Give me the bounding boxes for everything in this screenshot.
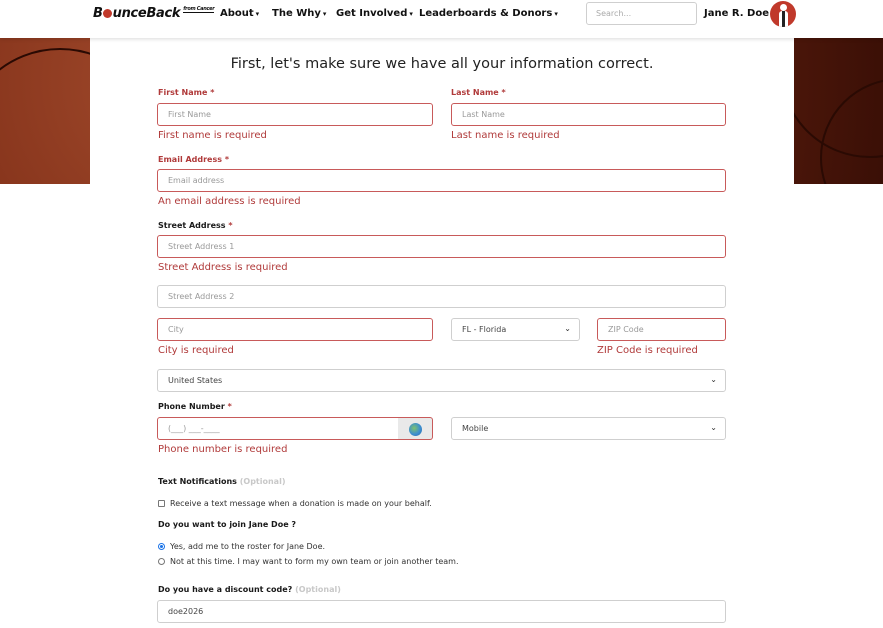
globe-icon (409, 423, 422, 436)
avatar-stripe (782, 11, 785, 27)
discount-code-input[interactable]: doe2026 (157, 600, 726, 623)
street-address-label: Street Address * (158, 221, 233, 230)
join-no-radio[interactable]: Not at this time. I may want to form my own team or join another team. (158, 557, 459, 566)
caret-down-icon: ▾ (409, 10, 413, 18)
chevron-down-icon: ⌄ (710, 375, 717, 384)
phone-type-select[interactable]: Mobile ⌄ (451, 417, 726, 440)
city-input[interactable]: City (157, 318, 433, 341)
search-input[interactable]: Search... (586, 2, 697, 25)
phone-label: Phone Number * (158, 402, 232, 411)
first-name-error: First name is required (158, 130, 267, 141)
country-code-button[interactable] (398, 417, 433, 440)
street-address-2-input[interactable]: Street Address 2 (157, 285, 726, 308)
discount-code-label: Do you have a discount code? (Optional) (158, 585, 341, 594)
phone-input[interactable]: (___) ___-____ (157, 417, 399, 440)
country-select[interactable]: United States ⌄ (157, 369, 726, 392)
caret-down-icon: ▾ (554, 10, 558, 18)
city-error: City is required (158, 345, 234, 356)
zip-error: ZIP Code is required (597, 345, 698, 356)
text-notifications-label: Text Notifications (Optional) (158, 477, 286, 486)
join-team-label: Do you want to join Jane Doe ? (158, 520, 297, 529)
top-nav (0, 0, 883, 38)
caret-down-icon: ▾ (322, 10, 327, 18)
nav-leaderboards-donors[interactable]: Leaderboards & Donors ▾ (419, 8, 558, 19)
caret-down-icon: ▾ (255, 10, 260, 18)
nav-the-why[interactable]: The Why ▾ (272, 8, 327, 19)
street-address-1-input[interactable]: Street Address 1 (157, 235, 726, 258)
radio-selected-icon[interactable] (158, 543, 165, 550)
last-name-label: Last Name * (451, 88, 506, 97)
user-name[interactable]: Jane R. Doe (704, 8, 769, 19)
logo[interactable]: B unceBack from Cancer (93, 6, 215, 21)
nav-get-involved[interactable]: Get Involved ▾ (336, 8, 413, 19)
email-label: Email Address * (158, 155, 229, 164)
email-input[interactable]: Email address (157, 169, 726, 192)
state-select[interactable]: FL - Florida ⌄ (451, 318, 580, 341)
avatar[interactable] (770, 1, 796, 27)
basketball-logo-icon (103, 9, 112, 18)
chevron-down-icon: ⌄ (710, 423, 717, 432)
chevron-down-icon: ⌄ (564, 324, 571, 333)
radio-icon[interactable] (158, 558, 165, 565)
page-title: First, let's make sure we have all your information correct. (230, 56, 654, 72)
join-yes-radio[interactable]: Yes, add me to the roster for Jane Doe. (158, 542, 325, 551)
avatar-head (780, 4, 787, 11)
street-address-error: Street Address is required (158, 262, 288, 273)
first-name-input[interactable]: First Name (157, 103, 433, 126)
zip-input[interactable]: ZIP Code (597, 318, 726, 341)
first-name-label: First Name * (158, 88, 215, 97)
last-name-error: Last name is required (451, 130, 560, 141)
checkbox-icon[interactable] (158, 500, 165, 507)
phone-error: Phone number is required (158, 444, 288, 455)
text-notification-checkbox[interactable]: Receive a text message when a donation is made on your behalf. (158, 499, 432, 508)
last-name-input[interactable]: Last Name (451, 103, 726, 126)
email-error: An email address is required (158, 196, 301, 207)
nav-about[interactable]: About ▾ (220, 8, 260, 19)
